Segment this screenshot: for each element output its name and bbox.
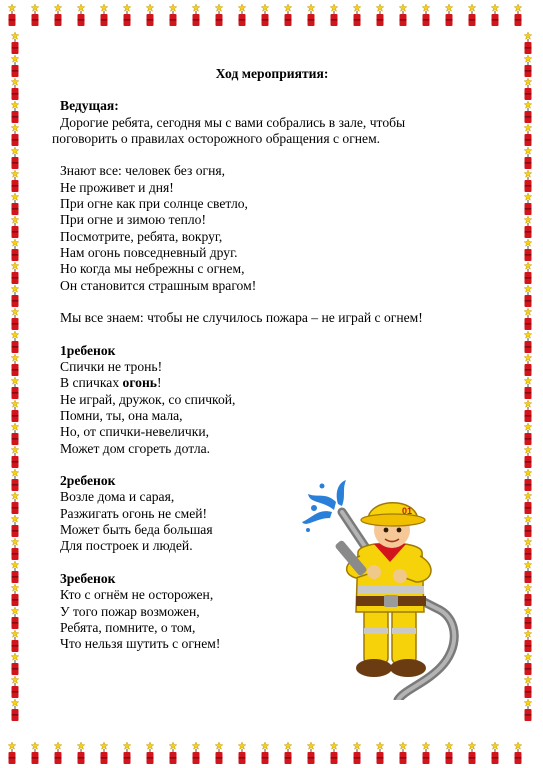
firecracker-icon bbox=[11, 193, 19, 215]
firecracker-icon bbox=[330, 4, 338, 26]
firecracker-icon bbox=[238, 4, 246, 26]
firecracker-icon bbox=[524, 101, 532, 123]
firecracker-icon bbox=[31, 4, 39, 26]
firecracker-icon bbox=[524, 193, 532, 215]
firecracker-icon bbox=[261, 4, 269, 26]
firecracker-icon bbox=[123, 4, 131, 26]
firecracker-icon bbox=[11, 607, 19, 629]
firecracker-icon bbox=[11, 561, 19, 583]
firecracker-icon bbox=[524, 308, 532, 330]
firecracker-icon bbox=[11, 124, 19, 146]
firecracker-icon bbox=[524, 216, 532, 238]
firecracker-icon bbox=[524, 607, 532, 629]
poem-line: При огне и зимою тепло! bbox=[60, 212, 206, 228]
firecracker-icon bbox=[330, 742, 338, 764]
firecracker-icon bbox=[11, 262, 19, 284]
firecracker-icon bbox=[11, 239, 19, 261]
right-border bbox=[513, 0, 543, 768]
firecracker-icon bbox=[524, 55, 532, 77]
child1-line: Может дом сгореть дотла. bbox=[60, 440, 211, 456]
firecracker-icon bbox=[238, 742, 246, 764]
child2-line: Разжигать огонь не смей! bbox=[60, 505, 208, 521]
firecracker-icon bbox=[11, 78, 19, 100]
host-label: Ведущая: bbox=[60, 98, 119, 114]
firecracker-icon bbox=[11, 538, 19, 560]
page-title: Ход мероприятия: bbox=[215, 66, 329, 81]
poem-line: Знают все: человек без огня, bbox=[60, 163, 226, 179]
child1-line: Не играй, дружок, со спичкой, bbox=[60, 391, 236, 407]
firecracker-icon bbox=[524, 147, 532, 169]
firecracker-icon bbox=[284, 742, 292, 764]
left-border bbox=[0, 0, 30, 768]
firecracker-icon bbox=[11, 630, 19, 652]
firecracker-icon bbox=[399, 4, 407, 26]
firecracker-icon bbox=[11, 584, 19, 606]
firecracker-icon bbox=[215, 4, 223, 26]
firecracker-icon bbox=[524, 630, 532, 652]
child1-label: 1ребенок bbox=[60, 342, 116, 358]
firecracker-icon bbox=[77, 4, 85, 26]
firecracker-icon bbox=[524, 354, 532, 376]
child3-line: Ребята, помните, о том, bbox=[60, 619, 196, 635]
firecracker-icon bbox=[524, 78, 532, 100]
firecracker-icon bbox=[11, 308, 19, 330]
firecracker-icon bbox=[11, 285, 19, 307]
poem-line: Нам огонь повседневный друг. bbox=[60, 244, 238, 260]
firecracker-icon bbox=[11, 469, 19, 491]
firecracker-icon bbox=[353, 4, 361, 26]
firecracker-icon bbox=[524, 699, 532, 721]
child2-line: Для построек и людей. bbox=[60, 538, 193, 554]
firecracker-icon bbox=[261, 742, 269, 764]
child3-line: Кто с огнём не осторожен, bbox=[60, 587, 214, 603]
firecracker-icon bbox=[307, 742, 315, 764]
firecracker-icon bbox=[11, 492, 19, 514]
firecracker-icon bbox=[11, 147, 19, 169]
firecracker-icon bbox=[524, 446, 532, 468]
firecracker-icon bbox=[11, 676, 19, 698]
host-moral: Мы все знаем: чтобы не случилось пожара – не играй с огнем! bbox=[60, 310, 423, 326]
firecracker-icon bbox=[491, 4, 499, 26]
firecracker-icon bbox=[524, 331, 532, 353]
firecracker-icon bbox=[11, 515, 19, 537]
firecracker-icon bbox=[11, 354, 19, 376]
firecracker-icon bbox=[307, 4, 315, 26]
child1-line bbox=[52, 375, 492, 391]
firecracker-icon bbox=[399, 742, 407, 764]
firecracker-icon bbox=[100, 742, 108, 764]
child3-label: 3ребенок bbox=[60, 570, 116, 586]
firecracker-icon bbox=[11, 653, 19, 675]
firecracker-icon bbox=[524, 377, 532, 399]
firecracker-icon bbox=[491, 742, 499, 764]
top-border bbox=[0, 0, 543, 30]
firecracker-icon bbox=[169, 742, 177, 764]
firecracker-icon bbox=[146, 4, 154, 26]
child2-line: Возле дома и сарая, bbox=[60, 489, 175, 505]
firecracker-icon bbox=[123, 742, 131, 764]
firecracker-icon bbox=[353, 742, 361, 764]
poem-line: При огне как при солнце светло, bbox=[60, 196, 248, 212]
poem-line: Он становится страшным врагом! bbox=[60, 277, 257, 293]
child2-line: Может быть беда большая bbox=[60, 522, 213, 538]
firecracker-icon bbox=[524, 676, 532, 698]
firecracker-icon bbox=[11, 699, 19, 721]
firecracker-icon bbox=[100, 4, 108, 26]
firecracker-icon bbox=[11, 55, 19, 77]
firecracker-icon bbox=[11, 170, 19, 192]
bottom-border bbox=[0, 738, 543, 768]
firecracker-icon bbox=[192, 4, 200, 26]
firecracker-icon bbox=[215, 742, 223, 764]
child2-label: 2ребенок bbox=[60, 473, 116, 489]
firecracker-icon bbox=[524, 170, 532, 192]
firecracker-icon bbox=[11, 101, 19, 123]
firecracker-icon bbox=[524, 423, 532, 445]
firecracker-icon bbox=[524, 285, 532, 307]
poem-line: Посмотрите, ребята, вокруг, bbox=[60, 228, 223, 244]
firecracker-icon bbox=[54, 742, 62, 764]
firecracker-icon bbox=[468, 742, 476, 764]
firecracker-icon bbox=[376, 742, 384, 764]
firecracker-icon bbox=[524, 469, 532, 491]
firecracker-icon bbox=[524, 262, 532, 284]
firecracker-icon bbox=[169, 4, 177, 26]
child1-line-text: В спичках bbox=[60, 375, 123, 391]
firecracker-icon bbox=[524, 239, 532, 261]
child3-line: Что нельзя шутить с огнем! bbox=[60, 636, 221, 652]
firecracker-icon bbox=[11, 400, 19, 422]
host-intro-line: Дорогие ребята, сегодня мы с вами собрались в зале, чтобы bbox=[60, 114, 406, 130]
firefighter-illustration bbox=[300, 478, 472, 700]
firecracker-icon bbox=[524, 561, 532, 583]
firecracker-icon bbox=[54, 4, 62, 26]
child1-line-end: ! bbox=[156, 375, 162, 391]
firecracker-icon bbox=[77, 742, 85, 764]
firecracker-icon bbox=[524, 538, 532, 560]
firecracker-icon bbox=[11, 216, 19, 238]
firecracker-icon bbox=[524, 653, 532, 675]
firecracker-icon bbox=[422, 742, 430, 764]
firecracker-icon bbox=[524, 400, 532, 422]
firecracker-icon bbox=[31, 742, 39, 764]
poem-line: Не проживет и дня! bbox=[60, 179, 174, 195]
firecracker-icon bbox=[524, 32, 532, 54]
firecracker-icon bbox=[284, 4, 292, 26]
firecracker-icon bbox=[524, 515, 532, 537]
firecracker-icon bbox=[422, 4, 430, 26]
firecracker-icon bbox=[11, 423, 19, 445]
firecracker-icon bbox=[11, 331, 19, 353]
firecracker-icon bbox=[524, 584, 532, 606]
child1-line: Но, от спички-невелички, bbox=[60, 424, 210, 440]
water-spray-icon bbox=[302, 480, 346, 532]
poem-line: Но когда мы небрежны с огнем, bbox=[60, 261, 245, 277]
firecracker-icon bbox=[524, 492, 532, 514]
child1-line: Помни, ты, она мала, bbox=[60, 407, 183, 423]
firecracker-icon bbox=[11, 377, 19, 399]
host-intro-line: поговорить о правилах осторожного обращения с огнем. bbox=[52, 130, 381, 146]
firecracker-icon bbox=[11, 446, 19, 468]
child1-line: Спички не тронь! bbox=[60, 359, 163, 375]
firecracker-icon bbox=[192, 742, 200, 764]
firecracker-icon bbox=[11, 32, 19, 54]
firecracker-icon bbox=[445, 742, 453, 764]
firecracker-icon bbox=[376, 4, 384, 26]
firecracker-icon bbox=[468, 4, 476, 26]
child3-line: У того пожар возможен, bbox=[60, 603, 200, 619]
firecracker-icon bbox=[445, 4, 453, 26]
firecracker-icon bbox=[146, 742, 154, 764]
helmet-number: 01 bbox=[402, 506, 413, 516]
child1-emphasis: огонь bbox=[122, 375, 157, 391]
firecracker-icon bbox=[524, 124, 532, 146]
